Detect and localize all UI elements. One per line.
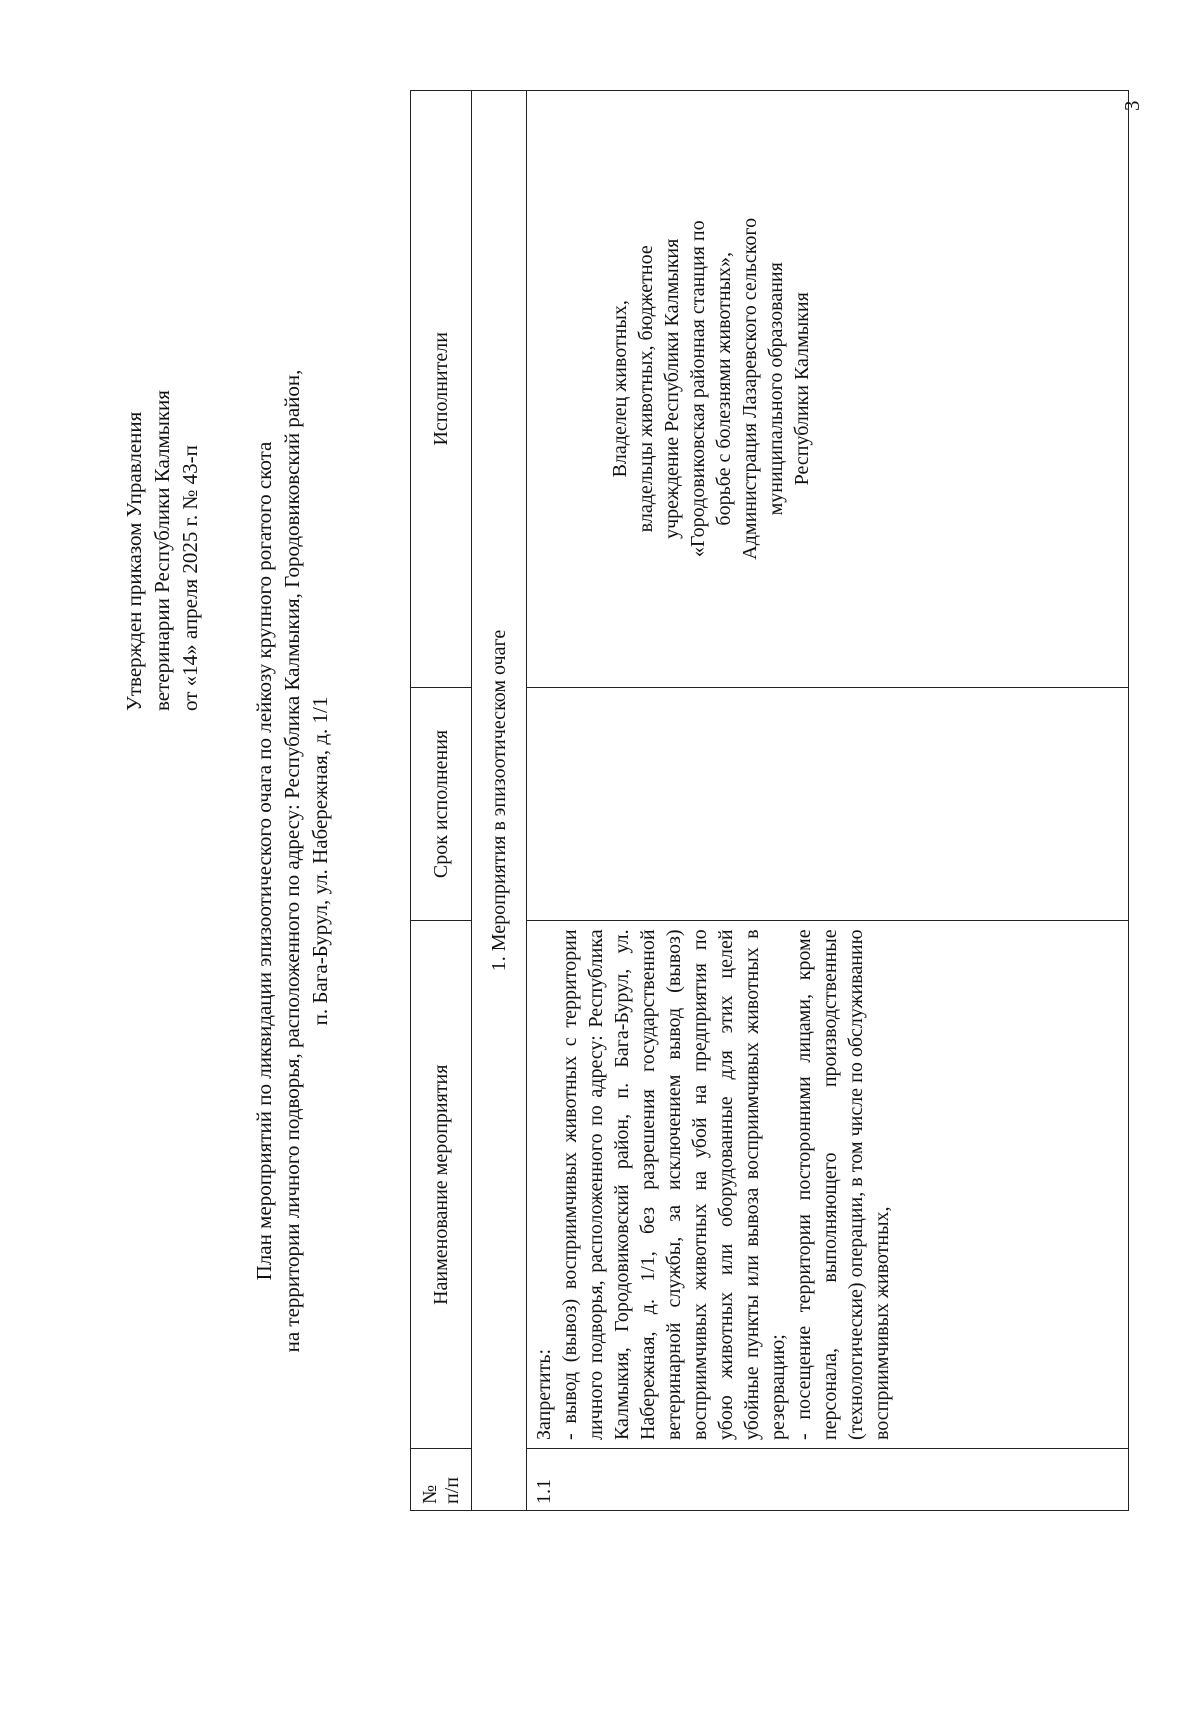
measure-line: - посещение территории посторонними лицами, кроме персонала, выполняющего производственные (технологические) операции, в том числе по обслуживанию восприимчивых животных, bbox=[793, 929, 893, 1441]
executor-line: Владелец животных, bbox=[609, 300, 631, 478]
title-line: План мероприятий по ликвидации эпизоотического очага по лейкозу крупного рогатого скота bbox=[252, 441, 276, 1281]
executor-line: борьбе с болезнями животных», bbox=[713, 251, 735, 526]
page-number: 3 bbox=[1120, 100, 1144, 111]
document-title bbox=[250, 191, 334, 1531]
row-executors bbox=[527, 91, 1129, 688]
measures-table bbox=[410, 90, 1129, 1511]
approval-line: ветеринарии Республики Калмыкия bbox=[150, 390, 174, 711]
approval-line: Утвержден приказом Управления bbox=[122, 411, 146, 711]
header-executors: Исполнители bbox=[411, 91, 472, 688]
table-header-row bbox=[411, 91, 472, 1511]
measure-line: Запретить: bbox=[533, 1348, 555, 1441]
executor-line: «Городовиковская районная станция по bbox=[687, 220, 709, 558]
header-number-line: п/п bbox=[441, 1477, 463, 1504]
header-number-line: № bbox=[419, 1484, 441, 1504]
executor-line: муниципального образования bbox=[765, 262, 787, 516]
header-deadline: Срок исполнения bbox=[411, 687, 472, 921]
executor-line: Республики Калмыкия bbox=[791, 292, 813, 486]
row-deadline bbox=[527, 687, 1129, 921]
approval-stamp bbox=[120, 231, 204, 711]
title-line: на территории личного подворья, расположенного по адресу: Республика Калмыкия, Городовиковский район, bbox=[280, 369, 304, 1353]
header-name: Наименование мероприятия bbox=[411, 921, 472, 1449]
table-row bbox=[527, 91, 1129, 1511]
row-measure bbox=[527, 921, 1129, 1449]
approval-line: от «14» апреля 2025 г. № 43-п bbox=[178, 445, 202, 711]
title-line: п. Бага-Бурул, ул. Набережная, д. 1/1 bbox=[308, 696, 332, 1026]
row-number: 1.1 bbox=[527, 1449, 1129, 1511]
measure-line: - вывод (вывоз) восприимчивых животных с территории личного подворья, расположенного по адресу: Республика Калмыкия, Городовиковский район, п. Бага-Бурул, ул. Набережная, д. 1/1, без разрешения государственной ветеринарной службы, за исключением вывод (вывоз) восприимчивых животных на убой на предприятия по убою животных или оборудованные для этих целей убойные пункты или вывоза восприимчивых животных в резервацию; bbox=[559, 929, 789, 1441]
executor-line: учреждение Республики Калмыкия bbox=[661, 238, 683, 539]
header-number bbox=[411, 1449, 472, 1511]
executor-line: Администрация Лазаревского сельского bbox=[739, 217, 761, 560]
section-title: 1. Мероприятия в эпизоотическом очаге bbox=[472, 91, 527, 1511]
executor-line: владельцы животных, бюджетное bbox=[635, 245, 657, 533]
section-row bbox=[472, 91, 527, 1511]
